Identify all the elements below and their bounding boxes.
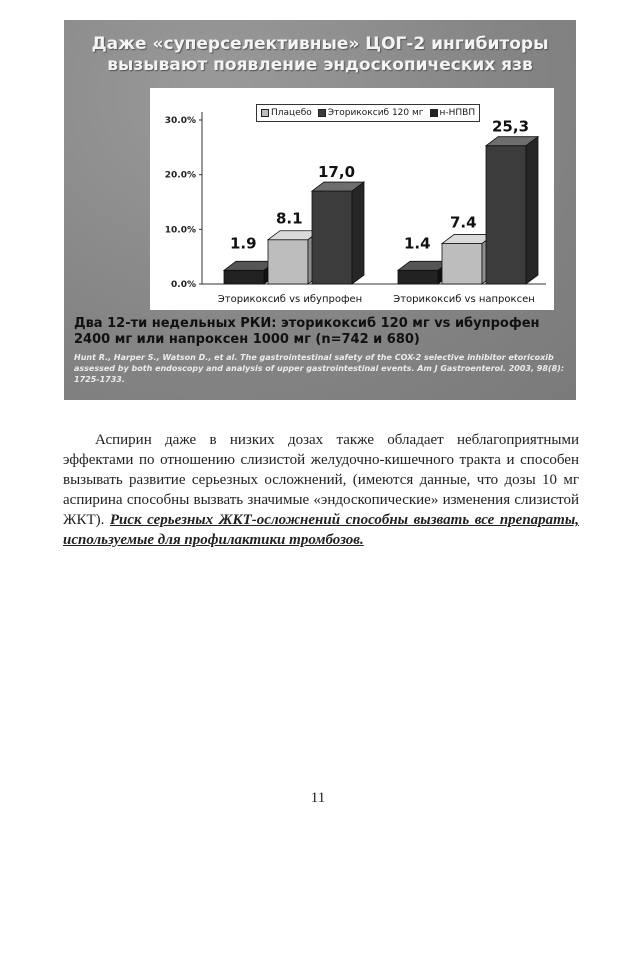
- y-tick-label: 20.0%: [164, 170, 196, 181]
- bar-front: [312, 191, 352, 284]
- bar-side: [526, 137, 538, 284]
- body-paragraph-text: Аспирин даже в низких дозах также обладает неблагоприятными эффектами по отношению слизистой желудочно-кишечного тракта и способен вызывать развитие серьезных осложнений, (имеются данные, что дозы 10 мг аспирина способны вызвать значимые «эндоскопические» изменения слизистой ЖКТ).: [63, 432, 579, 528]
- legend-item-nsaid: [430, 108, 476, 118]
- legend-item-placebo: [261, 108, 312, 118]
- bar-front: [398, 270, 438, 284]
- legend-label-etoricoxib: Эторикоксиб 120 мг: [327, 108, 424, 118]
- data-label-nsaid: 25,3: [492, 117, 530, 136]
- slide-title-line-2: вызывают появление эндоскопических язв: [107, 55, 533, 75]
- legend-swatch-placebo: [261, 109, 269, 117]
- bar-side: [352, 182, 364, 284]
- data-label-placebo: 1.9: [230, 234, 257, 253]
- data-label-nsaid: 17,0: [318, 163, 356, 182]
- bar-front: [224, 270, 264, 284]
- slide-image: [64, 20, 576, 400]
- chart-panel: [150, 88, 554, 310]
- data-label-etoricoxib: 8.1: [276, 209, 303, 228]
- y-tick-label: 30.0%: [164, 116, 196, 126]
- chart-legend: [256, 104, 480, 122]
- legend-item-etoricoxib: [318, 108, 424, 118]
- data-label-placebo: 1.4: [404, 234, 431, 253]
- body-paragraph: [63, 430, 579, 550]
- slide-title: [64, 34, 576, 76]
- bar-front: [486, 146, 526, 284]
- x-category-label: Эторикоксиб vs напроксен: [393, 294, 535, 305]
- bar-front: [442, 244, 482, 284]
- y-tick-label: 0.0%: [171, 280, 196, 290]
- slide-reference: Hunt R., Harper S., Watson D., et al. The gastrointestinal safety of the COX-2 selective inhibitor etoricoxib assessed by both endoscopy and analysis of upper gastrointestinal events. Am J Gastroenterol. 2003, 98(8): 1725-1733.: [74, 353, 565, 384]
- bar-front: [268, 240, 308, 284]
- legend-swatch-etoricoxib: [318, 109, 326, 117]
- slide-title-line-1: Даже «суперселективные» ЦОГ-2 ингибиторы: [91, 34, 549, 54]
- legend-label-nsaid: н-НПВП: [439, 108, 476, 118]
- y-tick-label: 10.0%: [164, 225, 196, 236]
- x-category-label: Эторикоксиб vs ибупрофен: [217, 294, 363, 305]
- legend-swatch-nsaid: [430, 109, 438, 117]
- legend-label-placebo: Плацебо: [271, 108, 312, 118]
- page-number: 11: [310, 790, 326, 806]
- body-emphasis-text: Риск серьезных ЖКТ-осложнений способны вызвать все препараты, используемые для профилактики тромбозов.: [63, 512, 579, 548]
- slide-caption: Два 12-ти недельных РКИ: эторикоксиб 120 мг vs ибупрофен 2400 мг или напроксен 1000 мг (n=742 и 680): [74, 316, 540, 347]
- data-label-etoricoxib: 7.4: [450, 213, 477, 232]
